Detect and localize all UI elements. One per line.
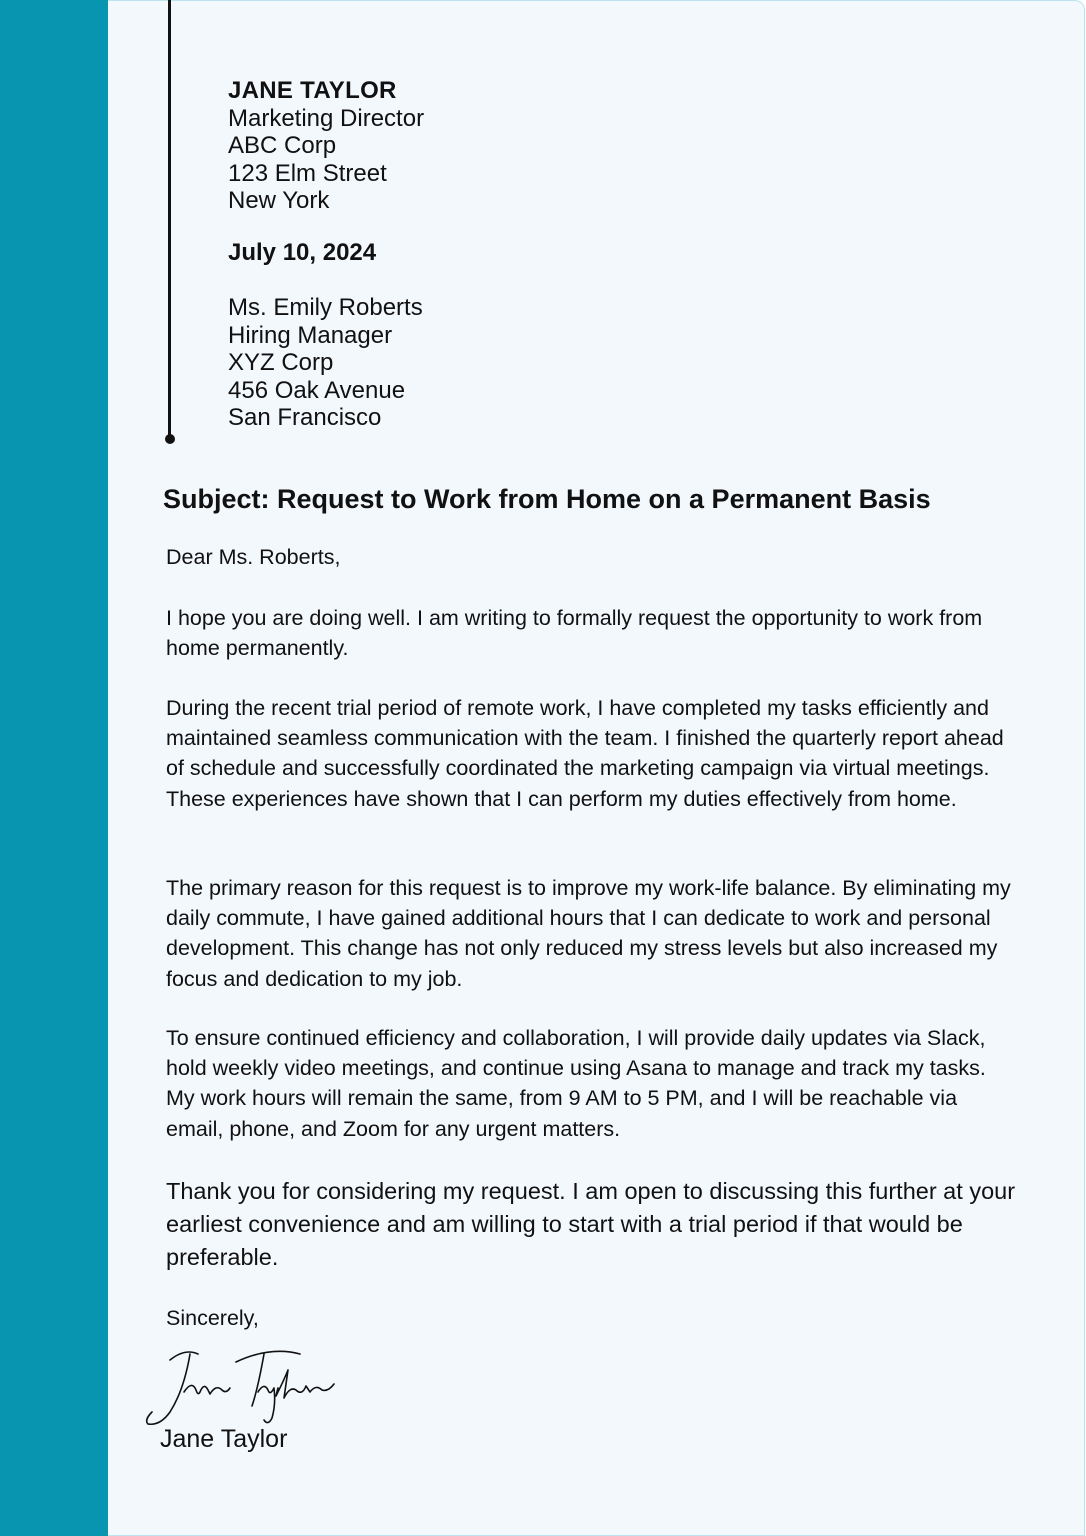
decorative-line-dot: [165, 434, 175, 444]
handwritten-signature: [140, 1340, 360, 1430]
body-paragraph-3: The primary reason for this request is to improve my work-life balance. By eliminating my daily commute, I have gained additional hours that I can dedicate to work and personal development. This change has not only reduced my stress levels but also increased my focus and dedication to my job.: [166, 876, 1011, 991]
typed-signer-name: Jane Taylor: [160, 1425, 288, 1453]
accent-side-bar: [0, 0, 108, 1536]
recipient-street: 456 Oak Avenue: [228, 376, 406, 404]
body-paragraph-4: To ensure continued efficiency and collaboration, I will provide daily updates via Slack, hold weekly video meetings, and continue using Asana to manage and track my tasks. My work hours will remain the same, from 9 AM to 5 PM, and I will be reachable via email, phone, and Zoom for any urgent matters.: [166, 1026, 986, 1141]
letter-date: July 10, 2024: [228, 239, 377, 266]
recipient-name: Ms. Emily Roberts: [228, 294, 423, 321]
sender-name: JANE TAYLOR: [228, 77, 397, 104]
sender-street: 123 Elm Street: [228, 159, 387, 187]
sender-city: New York: [228, 187, 330, 214]
sender-company: ABC Corp: [228, 132, 337, 159]
body-paragraph-2: During the recent trial period of remote work, I have completed my tasks efficiently and maintained seamless communication with the team. I finished the quarterly report ahead of schedule and successfully coordinated the marketing campaign via virtual meetings. These experiences have shown that I can perform my duties effectively from home.: [166, 696, 1004, 811]
sender-title: Marketing Director: [228, 104, 425, 132]
letter-subject: Subject: Request to Work from Home on a Permanent Basis: [163, 484, 931, 514]
recipient-title: Hiring Manager: [228, 321, 393, 349]
salutation: Dear Ms. Roberts,: [166, 545, 341, 569]
body-paragraph-5: Thank you for considering my request. I am open to discussing this further at your earliest convenience and am willing to start with a trial period if that would be preferable.: [166, 1178, 1016, 1270]
recipient-company: XYZ Corp: [228, 349, 334, 376]
decorative-vertical-line: [168, 0, 171, 438]
closing: Sincerely,: [166, 1306, 259, 1330]
recipient-city: San Francisco: [228, 404, 382, 431]
body-paragraph-1: I hope you are doing well. I am writing to formally request the opportunity to work from home permanently.: [166, 606, 983, 661]
recipient-address-block: [228, 294, 423, 432]
sender-address-block: [228, 77, 424, 215]
